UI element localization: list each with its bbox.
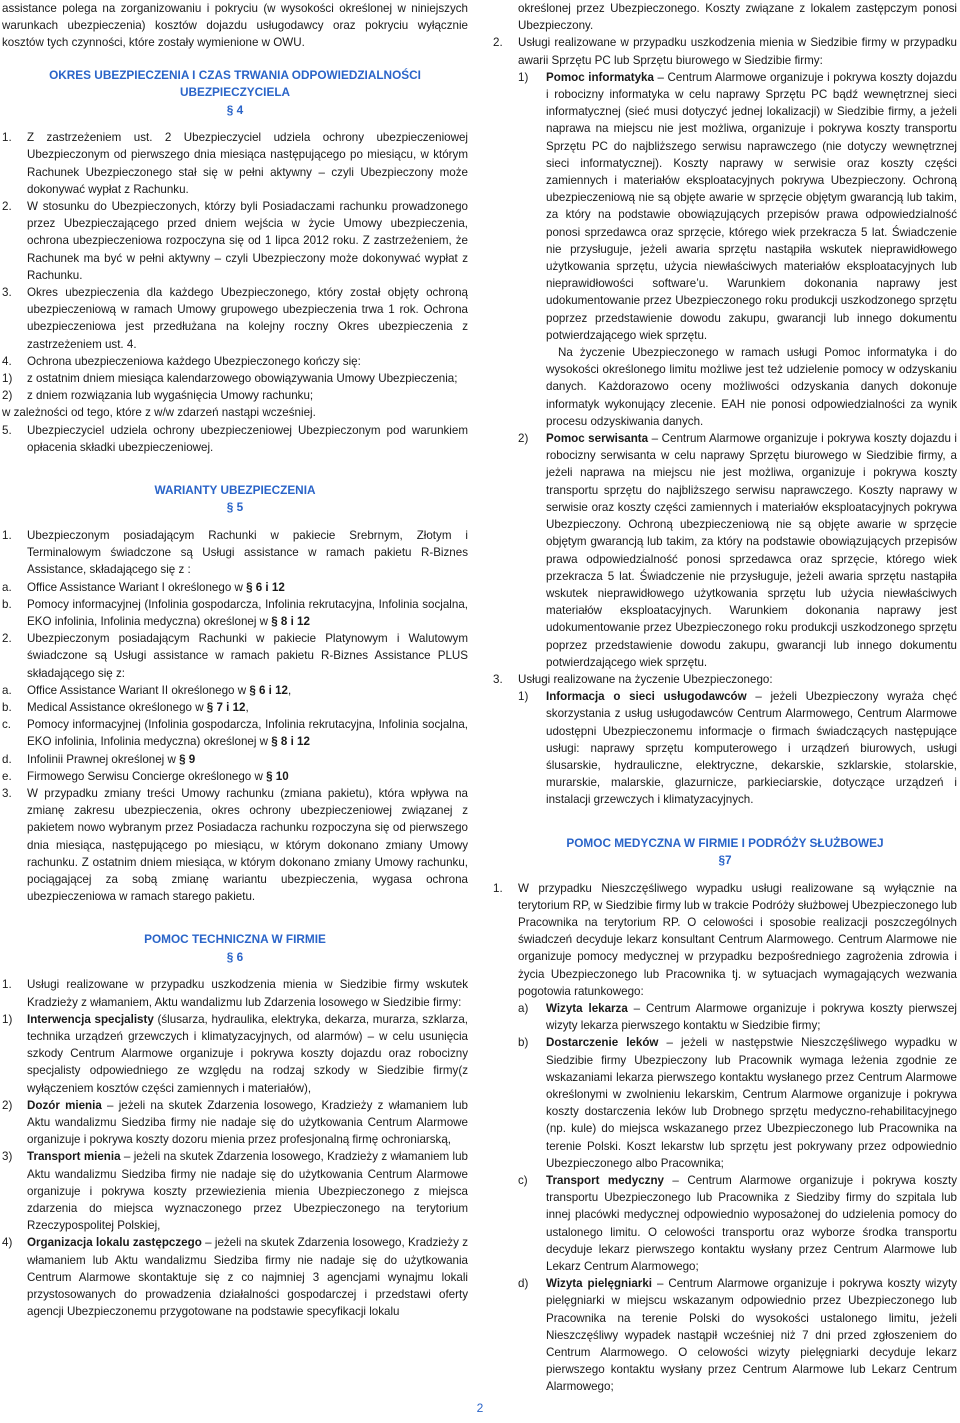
s4-item-3: 3. Okres ubezpieczenia dla każdego Ubezpieczonego, który został objęty ochroną ubezpieczeniową w ramach Umowy grupowego ubezpieczenia trwa 1 rok. Ochrona ubezpieczeniowa jest przedłużana na kolejny roczny Okres ubezpieczenia z zastrzeżeniem ust. 4. [2, 285, 468, 351]
section-5-title: WARIANTY UBEZPIECZENIA [154, 482, 316, 497]
s4-item-4: 4. Ochrona ubezpieczeniowa każdego Ubezpieczonego kończy się: [2, 354, 361, 368]
s5-item-1: 1. Ubezpieczonym posiadającym Rachunki w pakiecie Srebrnym, Złotym i Terminalowym świadczone są Usługi assistance w ramach pakietu R-Biznes Assistance, składającego się z : [2, 528, 468, 577]
s5-item-2-a: a. Office Assistance Wariant II określonego w § 6 i 12, [2, 683, 292, 697]
section-4-title: OKRES UBEZPIECZENIA I CZAS TRWANIA ODPOWIEDZIALNOŚCI UBEZPIECZYCIELA [49, 67, 421, 100]
s6-item-2-sub-1-p2: Na życzenie Ubezpieczonego w ramach usługi Pomoc informatyka i do wysokości określonego limitu możliwe jest też udzielenie pomocy w odzyskaniu danych. Każdorazowo oceny możliwości odzyskania danych dokonuje informatyk wykonujący zlecenie. EAH nie ponosi odpowiedzialności za wynik procesu odzyskiwania danych. [546, 346, 957, 428]
s6-sub-2: 2) Dozór mienia – jeżeli na skutek Zdarzenia losowego, Kradzieży z włamaniem lub Aktu wandalizmu Siedziba firmy nie nadaje się do użytkowania Centrum Alarmowe organizuje i pokrywa koszty dozoru mienia przez profesjonalną firmę ochroniarską, [2, 1098, 469, 1147]
section-5-sign: § 5 [226, 500, 244, 515]
s4-sub-tail: w zależności od tego, które z w/w zdarzeń nastąpi wcześniej. [2, 406, 316, 420]
left-column [2, 0, 468, 1321]
right-column [493, 0, 957, 1396]
s5-item-2-c: c. Pomocy informacyjnej (Infolinia gospodarcza, Infolinia rekrutacyjna, Infolinia socjalna, EKO infolinia, Infolinia medyczna) określonej w § 8 i 12 [2, 718, 468, 749]
s6-continuation: określonej przez Ubezpieczonego. Koszty związane z lokalem zastępczym ponosi Ubezpieczony. [518, 2, 957, 33]
s6-item-2-sub-1: 1) Pomoc informatyka – Centrum Alarmowe organizuje i pokrywa koszty dojazdu i robocizny informatyka w celu naprawy Sprzętu PC bądź wewnętrznej sieci informatycznej (sieć musi dotyczyć jednej lokalizacji) w Siedzibie firmy, a jeżeli naprawa na miejscu nie jest możliwa, organizuje i pokrywa koszty transportu Sprzętu PC do najbliższego serwisu naprawczego (nie dotyczy wewnętrznej sieci informatycznej). Koszty naprawy w serwisie oraz koszty części zamiennych i materiałów eksploatacyjnych pokrywa Ubezpieczony. Ochroną ubezpieczeniową nie są objęte awarie w sprzęcie objętym gwarancją lub takim, za który na podstawie obowiązujących przepisów prawa odpowiedzialność ponosi sprzedawca oraz sprzęcie, którego wiek przekracza 5 lat. Świadczenie nie przysługuje, jeżeli awaria sprzętu nastąpiła wskutek nieprawidłowego użytkowania sprzętu, użycia niewłaściwych materiałów eksploatacyjnych lub nieprawidłowości software’u. Warunkiem dokonania naprawy jest udokumentowanie przez Ubezpieczonego roku produkcji uszkodzonego sprzętu poprzez przedstawienie dowodu zakupu, gwarancji lub innego dokumentu potwierdzającego wiek sprzętu. [518, 70, 958, 342]
s7-item-1: 1. W przypadku Nieszczęśliwego wypadku usługi realizowane są wyłącznie na terytorium RP, w Siedzibie firmy lub w trakcie Podróży służbowej Ubezpieczonego lub Pracownika na terytorium RP. O celowości i sposobie realizacji poszczególnych świadczeń decyduje lekarz konsultant Centrum Alarmowego. Centrum Alarmowe nie organizuje pomocy medycznej w przypadku bezpośredniego zagrożenia zdrowia i życia Ubezpieczonego lub Pracownika tj. w sytuacjach wymagających wezwania pogotowia ratunkowego: [493, 881, 957, 998]
section-4-sign: § 4 [226, 102, 244, 117]
s6-item-1: 1. Usługi realizowane w przypadku uszkodzenia mienia w Siedzibie firmy wskutek Kradzieży z włamaniem, Aktu wandalizmu lub Zdarzenia losowego w Siedzibie firmy: [2, 978, 468, 1009]
s7-sub-c: c) Transport medyczny – Centrum Alarmowe organizuje i pokrywa koszty transportu Ubezpieczonego lub Pracownika z Siedziby firmy do szpitala lub innej placówki medycznej odpowiednio wyposażonej do udzielenia pomocy do ustalonego limitu. O celowości transportu oraz wyborze środka transportu decyduje lekarz pierwszego kontaktu wysłany przez Centrum Alarmowe lub Lekarz Centrum Alarmowego; [518, 1174, 957, 1274]
s6-sub-1: 1) Interwencja specjalisty (ślusarza, hydraulika, elektryka, dekarza, murarza, szklarza, technika urządzeń grzewczych i klimatyzacyjnych, od alarmów) – w celu usunięcia szkody Centrum Alarmowe organizuje i pokrywa koszty dojazdu oraz robocizny specjalisty odpowiedniego ze względu na rodzaj szkody w Siedzibie firmy(z wyłączeniem kosztów części zamiennych i materiałów), [2, 1012, 468, 1095]
page-number: 2 [476, 1401, 484, 1415]
s5-item-2: 2. Ubezpieczonym posiadającym Rachunki w pakiecie Platynowym i Walutowym świadczone są Usługi assistance w ramach pakietu R-Biznes Assistance PLUS składającego się z: [2, 632, 468, 680]
s5-item-2-d: d. Infolinii Prawnej określonej w § 9 [2, 752, 196, 766]
s5-item-3: 3. W przypadku zmiany treści Umowy rachunku (zmiana pakietu), która wpływa na zmianę zakresu ubezpieczenia, okres ochrony ubezpieczeniowej związanej z pakietem nowo wybranym przez Posiadacza rachunku rozpoczyna się od pierwszego dnia miesiąca, następującego po miesiącu, w którym dokonano zmiany Umowy rachunku. Z ostatnim dniem miesiąca, w którym dokonano zmiany Umowy rachunku, pociągającej za sobą zmianę wariantu ubezpieczenia, wygasa ochrona ubezpieczeniowa w ramach starego pakietu. [2, 787, 468, 904]
s4-item-5: 5. Ubezpieczyciel udziela ochrony ubezpieczeniowej Ubezpieczonym pod warunkiem opłacenia składki ubezpieczeniowej. [2, 423, 468, 454]
section-7-title: POMOC MEDYCZNA W FIRMIE I PODRÓŻY SŁUŻBOWEJ [566, 835, 884, 850]
section-6-title: POMOC TECHNICZNA W FIRMIE [144, 932, 326, 947]
intro-paragraph: assistance polega na zorganizowaniu i pokryciu (w wysokości określonej w niniejszych warunkach ubezpieczenia) kosztów dojazdu usługodawcy oraz pokryciu wyłącznie kosztów tych czynności, które zostały wymienione w OWU. [2, 2, 468, 50]
section-7-sign: §7 [718, 853, 732, 868]
s4-item-2: 2. W stosunku do Ubezpieczonych, którzy byli Posiadaczami rachunku prowadzonego przez Ubezpieczającego przed dniem wejścia w życie Umowy ubezpieczenia, ochrona ubezpieczeniowa rozpoczyna się od 1 lipca 2012 roku. Z zastrzeżeniem, że Rachunek ma być w pełni aktywny – czyli Ubezpieczony może dokonywać wypłat z Rachunku. [2, 199, 468, 282]
s4-sub-1: 1) z ostatnim dniem miesiąca kalendarzowego obowiązywania Umowy Ubezpieczenia; [2, 371, 458, 385]
s6-item-3: 3. Usługi realizowane na życzenie Ubezpieczonego: [493, 672, 773, 686]
s7-sub-d: d) Wizyta pielęgniarki – Centrum Alarmowe organizuje i pokrywa koszty wizyty pielęgniarki w miejscu wskazanym odpowiednio przez Ubezpieczonego lub Pracownika na terenie Polski do wysokości ustalonego limitu, jeżeli Nieszczęśliwy wypadek nastąpił wcześniej niż 7 dni przed zgłoszeniem do Centrum Alarmowego. O celowości wizyty pielęgniarki decyduje lekarz pierwszego kontaktu wysłany przez Centrum Alarmowe lub Lekarz Centrum Alarmowego; [518, 1277, 957, 1394]
s4-sub-2: 2) z dniem rozwiązania lub wygaśnięcia Umowy rachunku; [2, 389, 314, 403]
s5-item-2-e: e. Firmowego Serwisu Concierge określonego w § 10 [2, 769, 289, 783]
s5-item-1-a: a. Office Assistance Wariant I określonego w § 6 i 12 [2, 580, 285, 594]
s6-sub-4: 4) Organizacja lokalu zastępczego – jeżeli na skutek Zdarzenia losowego, Kradzieży z włamaniem lub Aktu wandalizmu Siedziba firmy nie nadaje się do użytkowania Centrum Alarmowe skontaktuje się z co najmniej 3 agencjami wynajmu lokali przystosowanych do prowadzenia działalności gospodarczej i przedstawi oferty agencji Ubezpieczonemu przygotowane na podstawie specyfikacji lokalu [2, 1236, 468, 1319]
s5-item-1-b: b. Pomocy informacyjnej (Infolinia gospodarcza, Infolinia rekrutacyjna, Infolinia socjalna, EKO infolinia, Infolinia medyczna) określonej w § 8 i 12 [2, 597, 468, 628]
section-6-sign: § 6 [226, 949, 244, 964]
s5-item-2-b: b. Medical Assistance określonego w § 7 i 12, [2, 701, 249, 714]
s6-sub-3: 3) Transport mienia – jeżeli na skutek Zdarzenia losowego, Kradzieży z włamaniem lub Aktu wandalizmu Siedziba firmy nie nadaje się do użytkowania Centrum Alarmowe organizuje i pokrywa koszty przewiezienia mienia Ubezpieczonego z miejsca zdarzenia do miejsca wyznaczonego przez Ubezpieczonego na terytorium Rzeczypospolitej Polskiej, [2, 1150, 469, 1233]
s6-item-2: 2. Usługi realizowane w przypadku uszkodzenia mienia w Siedzibie firmy w przypadku awarii Sprzętu PC lub Sprzętu biurowego w Siedzibie firmy: [493, 36, 957, 67]
s6-item-2-sub-2: 2) Pomoc serwisanta – Centrum Alarmowe organizuje i pokrywa koszty dojazdu i robocizny serwisanta w celu naprawy Sprzętu biurowego w Siedzibie firmy, a jeżeli naprawa na miejscu nie jest możliwa, organizuje i pokrywa koszty transportu sprzętu do najbliższego serwisu naprawczego. Koszty naprawy w serwisie oraz koszty części zamiennych i materiałów eksploatacyjnych pokrywa Ubezpieczony. Ochroną ubezpieczeniową nie są objęte awarie w sprzęcie objętym gwarancją lub takim, za który na podstawie obowiązujących przepisów prawa odpowiedzialność ponosi sprzedawca oraz sprzęcie, którego wiek przekracza 5 lat. Świadczenie nie przysługuje, jeżeli awaria sprzętu nastąpiła wskutek nieprawidłowego użytkowania sprzętu lub użycia niewłaściwych materiałów eksploatacyjnych. Warunkiem dokonania naprawy jest udokumentowanie przez Ubezpieczonego roku produkcji uszkodzonego sprzętu poprzez przedstawienie dowodu zakupu, gwarancji lub innego dokumentu potwierdzającego wiek sprzętu. [518, 432, 957, 669]
s6-item-3-sub-1: 1) Informacja o sieci usługodawców – jeżeli Ubezpieczony wyraża chęć skorzystania z usług usługodawców Centrum Alarmowego, Centrum Alarmowe udostępni Ubezpieczonemu informacje o firmach świadczących następujące usługi: naprawy sprzętu komputerowego i urządzeń biurowych, usługi ślusarskie, hydrauliczne, elektryczne, dekarskie, szklarskie, stolarskie, murarskie, malarskie, glazurnicze, parkieciarskie, dotyczące urządzeń i instalacji grzewczych i klimatyzacyjnych. [518, 690, 957, 807]
s7-sub-a: a) Wizyta lekarza – Centrum Alarmowe organizuje i pokrywa koszty pierwszej wizyty lekarza pierwszego kontaktu w Siedzibie firmy; [518, 1001, 957, 1033]
s7-sub-b: b) Dostarczenie leków – jeżeli w następstwie Nieszczęśliwego wypadku w Siedzibie firmy Ubezpieczony lub Pracownik wymaga leżenia zgodnie ze wskazaniami lekarza pierwszego kontaktu wysłanego przez Centrum Alarmowe określonymi w zwolnieniu lekarskim, Centrum Alarmowe organizuje i pokrywa koszty dostarczenia leków lub Drobnego sprzętu medyczno-rehabilitacyjnego (np. kule) do miejsca wskazanego przez Ubezpieczonego lub Pracownika na terenie Polski. Koszt lekarstw lub sprzętu jest pokrywany przez odpowiednio Ubezpieczonego albo Pracownika; [518, 1036, 958, 1170]
s4-item-1: 1. Z zastrzeżeniem ust. 2 Ubezpieczyciel udziela ochrony ubezpieczeniowej Ubezpieczonym od pierwszego dnia miesiąca następującego po miesiącu, w którym Rachunek Ubezpieczonego stał się w pełni aktywny – czyli Ubezpieczony może dokonywać wypłat z Rachunku. [2, 131, 468, 196]
